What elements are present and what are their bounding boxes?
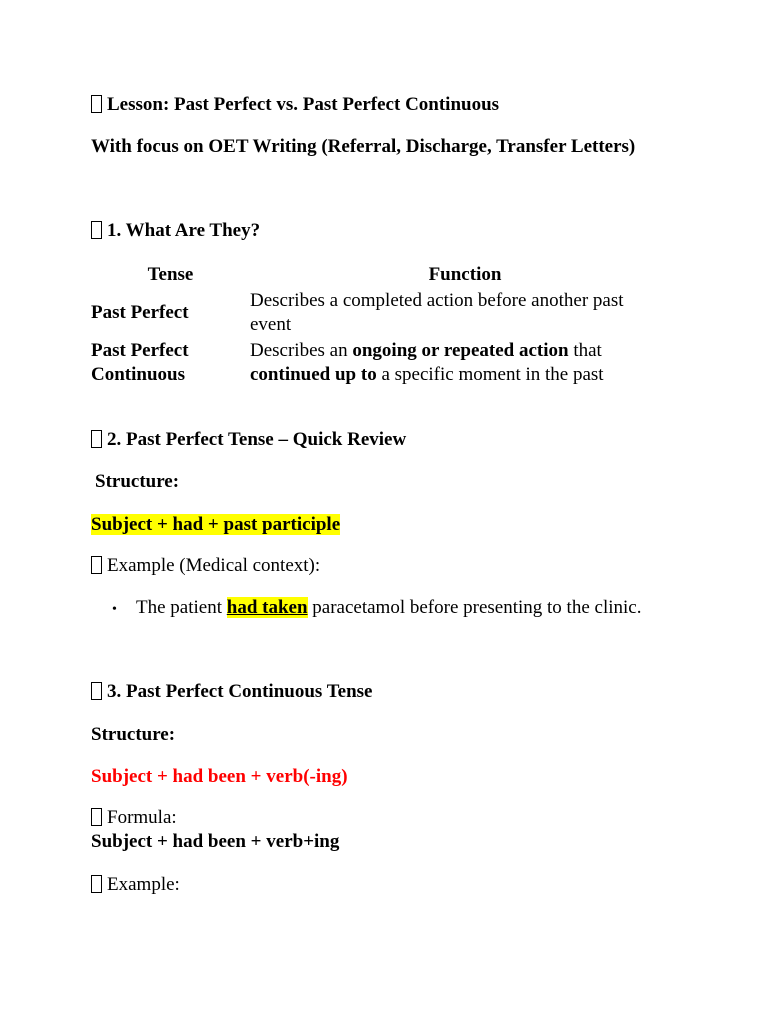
section2-formula [91,513,340,537]
lesson-title-text: Lesson: Past Perfect vs. Past Perfect Continuous [107,94,500,115]
missing-glyph-icon [91,808,102,826]
missing-glyph-icon [91,430,102,448]
table-cell-function [250,288,680,338]
section1-heading [91,219,260,243]
bullet-icon: • [112,602,117,617]
table-cell-tense: Past Perfect [91,302,189,323]
function-text: Describes an [250,340,353,361]
function-bold-text: continued up to [250,364,377,385]
table-row [91,288,680,338]
table-header-function: Function [428,264,502,285]
example-highlight: had taken [226,597,308,618]
tense-table [91,262,680,388]
section3-example-label-text: Example: [107,874,180,895]
section2-structure-label: Structure: [95,471,180,492]
section1-heading-text: 1. What Are They? [107,220,261,241]
subtitle: With focus on OET Writing (Referral, Discharge, Transfer Letters) [91,136,636,157]
missing-glyph-icon [91,556,102,574]
missing-glyph-icon [91,95,102,113]
function-text: that [568,340,602,361]
table-cell-function [250,338,680,388]
section3-formula-red: Subject + had been + verb(-ing) [91,766,348,787]
section3-formula-label-text: Formula: [107,807,177,828]
section2-example-label [91,554,320,578]
function-line1: Describes a completed action before another past [250,290,624,311]
missing-glyph-icon [91,682,102,700]
table-header-tense: Tense [147,264,194,285]
section3-structure-label: Structure: [91,724,176,745]
missing-glyph-icon [91,221,102,239]
example-text: The patient [136,597,227,618]
tense-line1: Past Perfect [91,340,189,361]
example-text: paracetamol before presenting to the clinic. [307,597,642,618]
section3-heading-text: 3. Past Perfect Continuous Tense [107,681,373,702]
section3-formula: Subject + had been + verb+ing [91,831,340,852]
table-cell-tense [91,338,250,388]
list-item [112,596,641,622]
lesson-title [91,93,499,117]
table-header-row [91,262,680,288]
table-row [91,338,680,388]
tense-line2: Continuous [91,364,185,385]
missing-glyph-icon [91,875,102,893]
section3-example-label [91,873,180,897]
function-bold-text: ongoing or repeated action [352,340,569,361]
section3-heading [91,680,372,704]
section2-heading-text: 2. Past Perfect Tense – Quick Review [107,429,407,450]
section2-heading [91,428,406,452]
section2-example-label-text: Example (Medical context): [107,555,321,576]
section3-formula-label [91,806,177,830]
function-line2: event [250,314,292,335]
function-text: a specific moment in the past [376,364,604,385]
section2-formula-text: Subject + had + past participle [91,514,341,535]
